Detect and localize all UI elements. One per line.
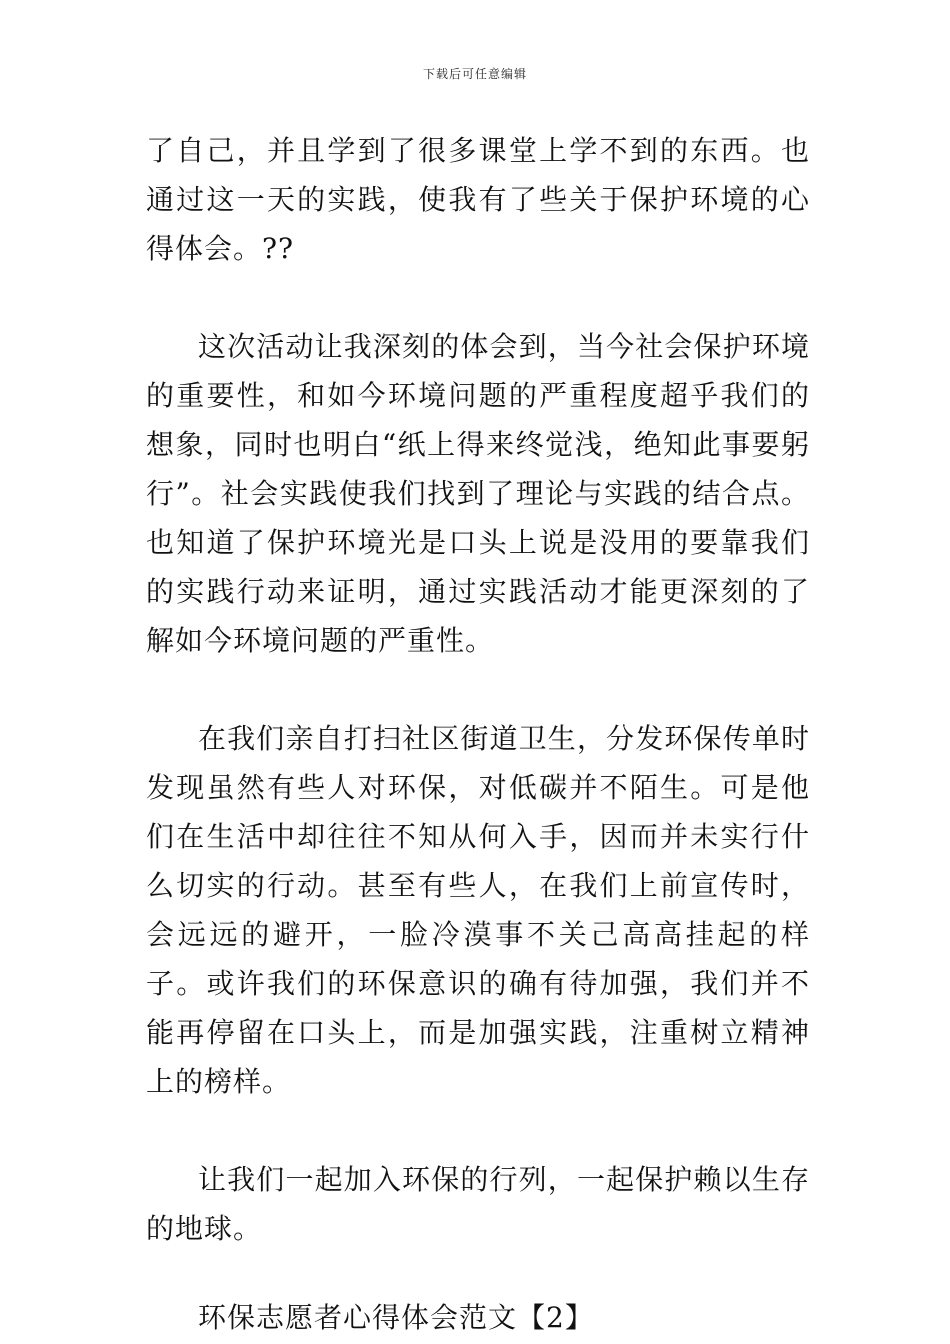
- paragraph-spacer: [146, 665, 810, 714]
- paragraph-activity-reflection: 这次活动让我深刻的体会到，当今社会保护环境的重要性，和如今环境问题的严重程度超乎我们的想象，同时也明白“纸上得来终觉浅，绝知此事要躬行”。社会实践使我们找到了理论与实践的结合点。也知道了保护环境光是口头上说是没用的要靠我们的实践行动来证明，通过实践活动才能更深刻的了解如今环境问题的严重性。: [146, 330, 810, 657]
- paragraph-call-to-action: 让我们一起加入环保的行列，一起保护赖以生存的地球。: [146, 1163, 810, 1245]
- paragraph-continuation: 了自己，并且学到了很多课堂上学不到的东西。也通过这一天的实践，使我有了些关于保护环境的心得体会。??: [146, 134, 810, 265]
- paragraph-spacer: [146, 1106, 810, 1155]
- paragraph-spacer: [146, 273, 810, 322]
- paragraph-spacer: [146, 1253, 810, 1293]
- document-body: [146, 126, 810, 1342]
- page-header: 下载后可任意编辑: [422, 67, 527, 81]
- section-heading: 环保志愿者心得体会范文【2】: [198, 1301, 594, 1334]
- paragraph-community-cleanup: 在我们亲自打扫社区街道卫生，分发环保传单时发现虽然有些人对环保，对低碳并不陌生。可是他们在生活中却往往不知从何入手，因而并未实行什么切实的行动。甚至有些人，在我们上前宣传时，会远远的避开，一脸冷漠事不关己高高挂起的样子。或许我们的环保意识的确有待加强，我们并不能再停留在口头上，而是加强实践，注重树立精神上的榜样。: [146, 722, 810, 1098]
